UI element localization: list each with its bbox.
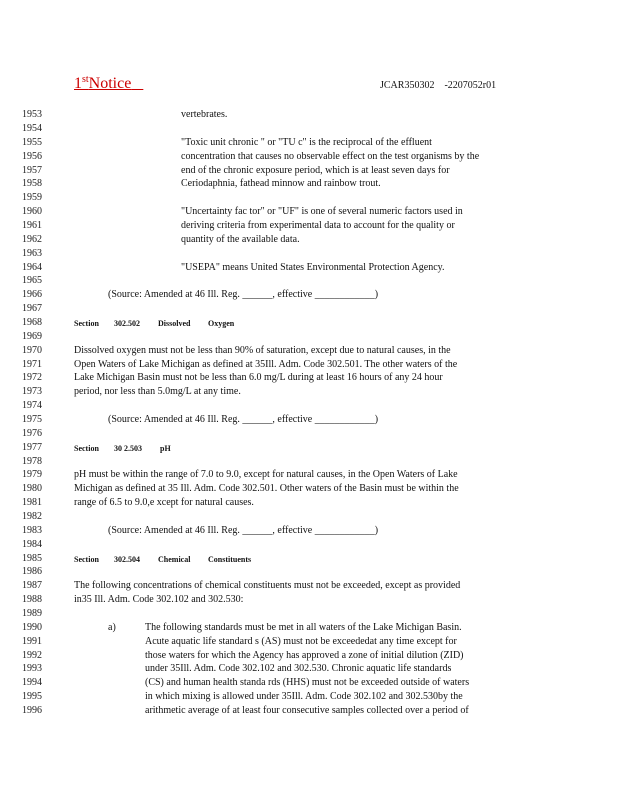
- item-a-line: those waters for which the Agency has approved a zone of initial dilution (ZID): [145, 650, 464, 661]
- line-number: 1994: [22, 677, 42, 688]
- line-number: 1990: [22, 622, 42, 633]
- line-number: 1977: [22, 442, 42, 453]
- definition-tuc-line: "Toxic unit chronic " or "TU c" is the reciprocal of the effluent: [181, 137, 432, 148]
- line-number: 1973: [22, 386, 42, 397]
- item-a-line: in which mixing is allowed under 35Ill. Adm. Code 302.102 and 302.530by the: [145, 691, 463, 702]
- line-number: 1965: [22, 275, 42, 286]
- notice-number: 1: [74, 75, 82, 92]
- line-number: 1964: [22, 262, 42, 273]
- ph-paragraph-line: Michigan as defined at 35 Ill. Adm. Code 302.501. Other waters of the Basin must be within the: [74, 483, 459, 494]
- line-number: 1979: [22, 469, 42, 480]
- line-number: 1968: [22, 317, 42, 328]
- definition-usepa: "USEPA" means United States Environmental Protection Agency.: [181, 262, 445, 273]
- line-number: 1975: [22, 414, 42, 425]
- line-number: 1958: [22, 178, 42, 189]
- item-a-line: Acute aquatic life standard s (AS) must not be exceededat any time except for: [145, 636, 457, 647]
- section-heading-302-502: [74, 318, 234, 330]
- line-number: 1957: [22, 165, 42, 176]
- item-a-line: The following standards must be met in all waters of the Lake Michigan Basin.: [145, 622, 462, 633]
- line-number: 1985: [22, 553, 42, 564]
- line-number: 1995: [22, 691, 42, 702]
- item-a-line: under 35Ill. Adm. Code 302.102 and 302.530. Chronic aquatic life standards: [145, 663, 452, 674]
- line-number: 1993: [22, 663, 42, 674]
- section-heading-302-503: [74, 443, 171, 455]
- definition-tuc-line: Ceriodaphnia, fathead minnow and rainbow trout.: [181, 178, 381, 189]
- line-number: 1996: [22, 705, 42, 716]
- section-number: 30 2.503: [114, 444, 142, 453]
- section-number: 302.502: [114, 319, 140, 328]
- line-number: 1960: [22, 206, 42, 217]
- oxygen-paragraph-line: Lake Michigan Basin must not be less than 6.0 mg/L during at least 16 hours of any 24 hour: [74, 372, 443, 383]
- definition-tuc-line: concentration that causes no observable effect on the test organisms by the: [181, 151, 480, 162]
- line-number: 1972: [22, 372, 42, 383]
- source-note: (Source: Amended at 46 Ill. Reg. ______, effective ____________): [108, 525, 379, 536]
- line-number: 1967: [22, 303, 42, 314]
- section-label: Section: [74, 319, 99, 328]
- oxygen-paragraph-line: period, nor less than 5.0mg/L at any time.: [74, 386, 241, 397]
- chemical-paragraph-line: in35 Ill. Adm. Code 302.102 and 302.530:: [74, 594, 244, 605]
- notice-header: [74, 74, 143, 93]
- line-number: 1987: [22, 580, 42, 591]
- line-number: 1970: [22, 345, 42, 356]
- oxygen-paragraph-line: Dissolved oxygen must not be less than 90% of saturation, except due to natural causes, in the: [74, 345, 451, 356]
- line-number: 1963: [22, 248, 42, 259]
- line-number: 1959: [22, 192, 42, 203]
- ph-paragraph-line: pH must be within the range of 7.0 to 9.0, except for natural causes, in the Open Waters of Lake: [74, 469, 458, 480]
- section-title-word: pH: [160, 444, 171, 453]
- source-note: (Source: Amended at 46 Ill. Reg. ______, effective ____________): [108, 289, 379, 300]
- definition-vertebrates-end: vertebrates.: [181, 109, 228, 120]
- line-number: 1961: [22, 220, 42, 231]
- section-label: Section: [74, 555, 99, 564]
- definition-uf-line: deriving criteria from experimental data to account for the quality or: [181, 220, 455, 231]
- line-number: 1969: [22, 331, 42, 342]
- line-number: 1954: [22, 123, 42, 134]
- chemical-paragraph-line: The following concentrations of chemical constituents must not be exceeded, except as provided: [74, 580, 461, 591]
- line-number: 1962: [22, 234, 42, 245]
- section-title-word: Oxygen: [208, 319, 235, 328]
- line-number: 1984: [22, 539, 42, 550]
- definition-tuc-line: end of the chronic exposure period, which is at least seven days for: [181, 165, 450, 176]
- section-title-word: Chemical: [158, 555, 191, 564]
- section-title-word: Constituents: [208, 555, 252, 564]
- line-number: 1986: [22, 566, 42, 577]
- section-heading-302-504: [74, 554, 251, 566]
- line-number: 1953: [22, 109, 42, 120]
- line-number: 1974: [22, 400, 42, 411]
- section-number: 302.504: [114, 555, 140, 564]
- line-number: 1971: [22, 359, 42, 370]
- line-number: 1978: [22, 456, 42, 467]
- line-number: 1982: [22, 511, 42, 522]
- line-number: 1956: [22, 151, 42, 162]
- notice-word: Notice: [88, 75, 132, 92]
- document-id: JCAR350302 -2207052r01: [380, 80, 497, 91]
- line-number: 1992: [22, 650, 42, 661]
- line-number: 1988: [22, 594, 42, 605]
- line-number: 1981: [22, 497, 42, 508]
- item-a-marker: a): [108, 622, 116, 633]
- definition-uf-line: "Uncertainty fac tor" or "UF" is one of several numeric factors used in: [181, 206, 463, 217]
- section-title-word: Dissolved: [158, 319, 191, 328]
- line-number: 1955: [22, 137, 42, 148]
- line-number: 1966: [22, 289, 42, 300]
- source-note: (Source: Amended at 46 Ill. Reg. ______, effective ____________): [108, 414, 379, 425]
- definition-uf-line: quantity of the available data.: [181, 234, 300, 245]
- line-number: 1980: [22, 483, 42, 494]
- item-a-line: (CS) and human health standa rds (HHS) must not be exceeded outside of waters: [145, 677, 470, 688]
- notice-suffix: st: [82, 74, 89, 85]
- item-a-line: arithmetic average of at least four consecutive samples collected over a period of: [145, 705, 469, 716]
- line-number: 1976: [22, 428, 42, 439]
- line-number: 1989: [22, 608, 42, 619]
- line-number: 1983: [22, 525, 42, 536]
- section-label: Section: [74, 444, 99, 453]
- oxygen-paragraph-line: Open Waters of Lake Michigan as defined at 35Ill. Adm. Code 302.501. The other waters of the: [74, 359, 458, 370]
- line-number: 1991: [22, 636, 42, 647]
- ph-paragraph-line: range of 6.5 to 9.0,e xcept for natural causes.: [74, 497, 254, 508]
